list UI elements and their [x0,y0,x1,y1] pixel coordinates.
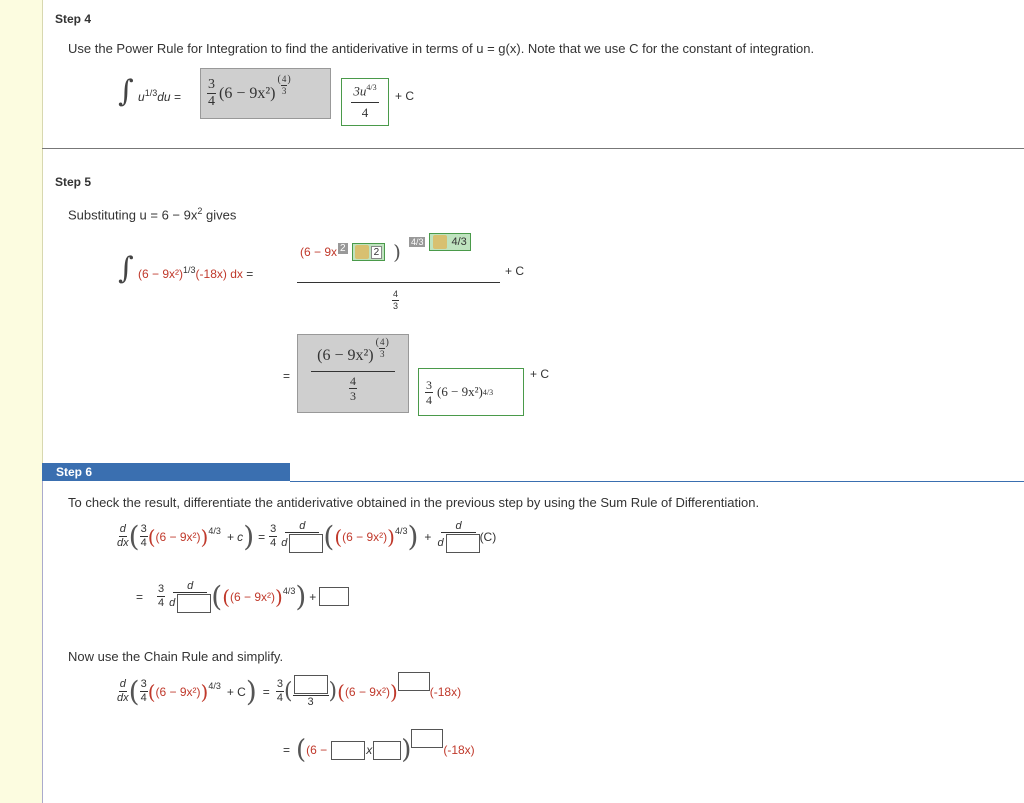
step-6-left-border [42,481,43,803]
coef-fraction: $\frac{3}{4}$ [208,77,215,109]
step-6-header-bar [42,463,290,481]
step-6-heading: Step 6 [56,465,93,479]
step-5-plus-c: + C [505,264,525,278]
step-5-intro: Substituting $u = 6 - 9x^2$ gives [68,206,237,223]
fraction-bar [297,282,500,283]
exponent-input-2[interactable]: 4/3 [410,237,424,247]
derivative-variable-input-3[interactable] [177,594,211,613]
step-5-correct-answer: $\frac{3}{4}$ (6 − 9x²) 4/3 [418,368,524,416]
simplified-coefficient-input[interactable] [331,741,365,760]
constant-derivative-input[interactable] [319,587,349,606]
step-4-instruction: Use the Power Rule for Integration to find the antiderivative in terms of u = g(x). Note that we use C for the constant of integration. [68,41,815,56]
key-icon [355,245,369,259]
derivative-row-2: = $\frac{3}{4}$ $\frac{d}{d}$ ( ( (6 − 9x²) ) $^{4/3}$ ) + [136,580,349,613]
answer-key-badge: 2 [352,243,386,261]
step-5-numerator: (6 − 9x 2 2 ) 4/3 4/3 [300,240,471,264]
derivative-variable-input-2[interactable] [446,534,480,553]
exponent-input-chain[interactable] [398,672,430,691]
chain-row-2: = ( (6 − x ) (-18x) [283,735,475,765]
key-icon [433,235,447,249]
step-4-integrand: $u^{1/3}du$ = [138,88,181,104]
simplified-power-input[interactable] [373,741,401,760]
row2-equals: = [283,369,291,383]
derivative-row-1: $\frac{d}{dx}$ ( $\frac{3}{4}$ ( (6 − 9x²) ) $^{4/3}$ + c ) = $\frac{3}{4}$ $\frac{d}{d}$ ( ( (6 − 9x²) ) $^{4/3}$ ) + $\frac{d}{d}$ (C) [117,519,497,553]
gray-base: (6 − 9x²) [219,84,276,102]
exponent-input[interactable]: 2 [340,242,346,254]
step-6-instruction: To check the result, differentiate the antiderivative obtained in the previous step by using the Sum Rule of Differentiation. [68,495,760,510]
integral-sign: ∫ [118,251,134,286]
simplified-exponent-input[interactable] [411,729,443,748]
step-4-heading: Step 4 [55,12,92,26]
integral-sign: ∫ [118,74,134,109]
step-5-denominator: $\frac{4}{3}$ [393,289,399,311]
step-6-underline [290,481,1024,482]
step-5-answer-box[interactable]: (6 − 9x²) ( $\frac{4}{3}$ ) $\frac{4}{3}$ [297,334,409,413]
coefficient-input[interactable] [294,675,328,694]
row2-plus-c: + C [530,367,550,381]
step-4-answer-box[interactable] [200,68,331,119]
step-4-correct-answer: $3u^{4/3}$ 4 [341,78,389,126]
step-5-integrand: $(6 - 9x^2)^{1/3}(-18x)$ dx = [138,265,254,281]
step-4-plus-c: + C [395,89,415,103]
gray-exponent: ( $\frac{4}{3}$ ) [277,73,291,96]
step-5-heading: Step 5 [55,175,92,189]
chain-row-1: $\frac{d}{dx}$ ( $\frac{3}{4}$ ( (6 − 9x²) ) $^{4/3}$ + C ) = $\frac{3}{4}$ ( 3 ) ( (6 − 9x²) ) (-18x) [117,675,461,708]
chain-rule-text: Now use the Chain Rule and simplify. [68,649,284,664]
answer-key-badge-2: 4/3 [429,233,470,251]
derivative-variable-input[interactable] [289,534,323,553]
divider [42,148,1024,149]
left-margin-bar [0,0,43,803]
